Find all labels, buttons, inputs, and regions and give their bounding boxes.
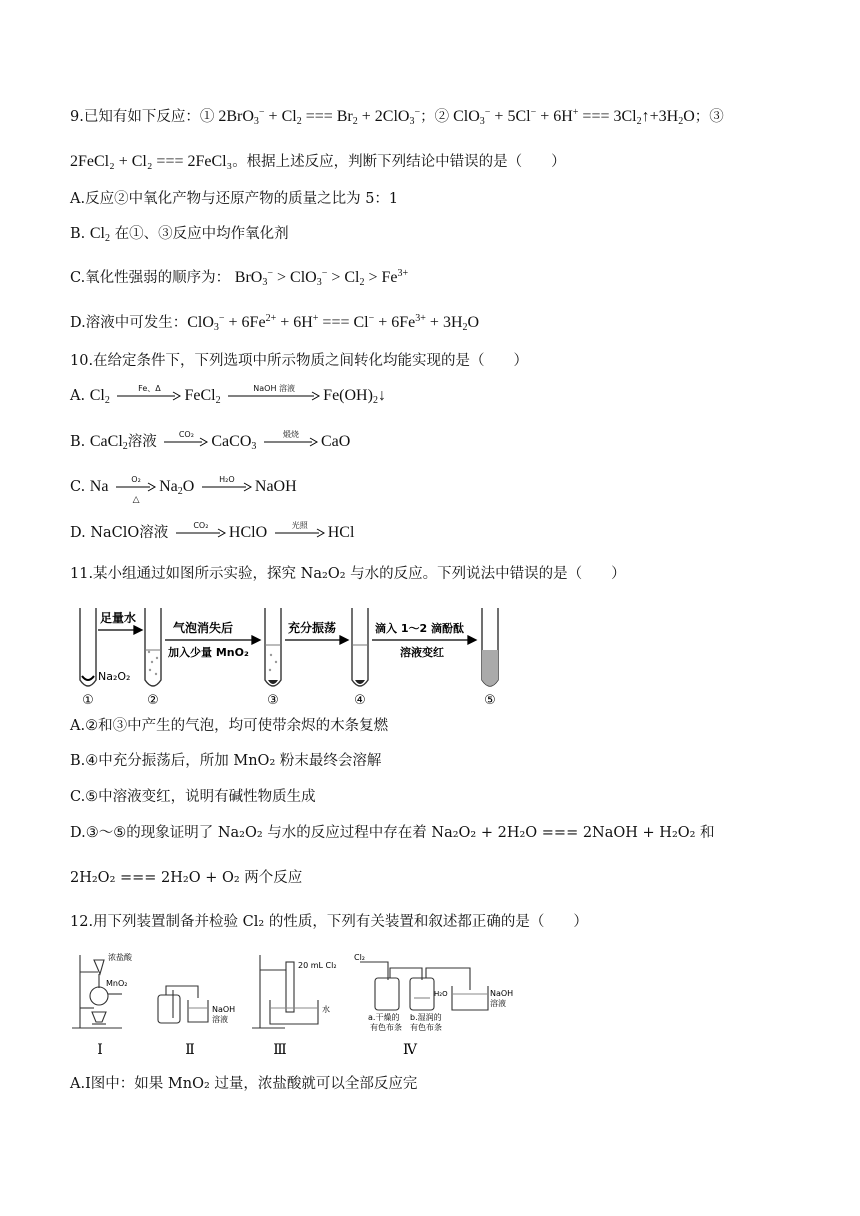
q9-line2: 2FeCl₂ + Cl₂ === 2FeCl₃。根据上述反应，判断下列结论中错误的是（ ） <box>70 153 566 170</box>
q11-experiment-figure <box>70 600 520 710</box>
q9-option-a: A.反应②中氧化产物与还原产物的质量之比为 5：1 <box>70 191 399 207</box>
tube-label: ③ <box>267 693 279 708</box>
q11-reagent-label: Na₂O₂ <box>98 670 131 683</box>
q9-option-c: C.氧化性强弱的顺序为： $BrO_3^- > ClO_3^- > Cl_2 > Fe^{3+}$ <box>70 268 409 288</box>
q11-option-a: A.②和③中产生的气泡，均可使带余烬的木条复燃 <box>70 718 389 734</box>
q11-option-c: C.⑤中溶液变红，说明有碱性物质生成 <box>70 789 316 805</box>
q9-option-b: B. $Cl_2$ 在①、③反应中均作氧化剂 <box>70 225 289 244</box>
apparatus-label: Ⅰ <box>97 1042 103 1058</box>
svg-text:a.干燥的: a.干燥的 <box>368 1013 400 1022</box>
q11-option-b: B.④中充分振荡后，所加 MnO₂ 粉末最终会溶解 <box>70 753 382 769</box>
arrow: CO₂ <box>176 526 226 540</box>
q10-option-a: A. $Cl_2$ Fe、Δ FeCl$_2$ NaOH 溶液 $Fe(OH)_2↓$ <box>70 384 386 406</box>
svg-text:溶液: 溶液 <box>212 1015 228 1024</box>
tube-label: ④ <box>354 693 366 708</box>
svg-text:浓盐酸: 浓盐酸 <box>108 953 132 962</box>
arrow: 煅烧 <box>264 435 318 449</box>
svg-text:水: 水 <box>322 1005 330 1014</box>
svg-text:H₂O: H₂O <box>434 990 448 998</box>
svg-text:b.湿润的: b.湿润的 <box>410 1013 442 1022</box>
arrow: Fe、Δ <box>117 389 181 403</box>
q10-option-c: C. Na O₂ △ $Na_2O$ H₂O NaOH <box>70 475 297 505</box>
q10-option-d: D. NaClO溶液 CO₂ HClO 光照 HCl <box>70 521 355 541</box>
arrow: O₂ △ <box>116 480 156 494</box>
q11-step4-top-label: 滴入 1～2 滴酚酞 <box>375 622 464 635</box>
q9-line1: 9.已知有如下反应：① $2BrO_3^- + Cl_2$ === $Br_2 + 2ClO_3^-$；② ClO$_3$− + 5Cl− + 6H+ === $3Cl_2↑+3H_2O$；③ <box>70 107 724 127</box>
arrow: NaOH 溶液 <box>228 389 320 403</box>
apparatus-label: Ⅲ <box>273 1042 287 1058</box>
q12-stem: 12.用下列装置制备并检验 Cl₂ 的性质，下列有关装置和叙述都正确的是（ ） <box>70 914 588 930</box>
svg-text:有色布条: 有色布条 <box>370 1023 402 1032</box>
q11-step3-label: 充分振荡 <box>288 621 337 635</box>
q11-step4-bottom-label: 溶液变红 <box>400 646 444 659</box>
svg-text:溶液: 溶液 <box>490 999 506 1008</box>
q11-stem: 11.某小组通过如图所示实验，探究 Na₂O₂ 与水的反应。下列说法中错误的是（ ） <box>70 566 626 582</box>
svg-text:Cl₂: Cl₂ <box>354 953 366 962</box>
q11-option-d-line2: 2H₂O₂ === 2H₂O + O₂ 两个反应 <box>70 870 303 886</box>
apparatus-label: Ⅳ <box>403 1042 417 1058</box>
svg-text:MnO₂: MnO₂ <box>106 979 128 988</box>
q9-eq3: 2FeCl₂ + Cl₂ === 2FeCl₃ <box>70 153 233 170</box>
q10-option-b: B. CaCl$_2$溶液 CO₂ CaCO$_3$ 煅烧 CaO <box>70 430 351 452</box>
apparatus-label: Ⅱ <box>185 1042 195 1058</box>
svg-text:有色布条: 有色布条 <box>410 1023 442 1032</box>
q11-step2-top-label: 气泡消失后 <box>173 621 234 635</box>
q12-option-a: A.Ⅰ图中：如果 MnO₂ 过量，浓盐酸就可以全部反应完 <box>70 1076 418 1092</box>
svg-text:NaOH: NaOH <box>212 1005 236 1014</box>
arrow: H₂O <box>202 480 252 494</box>
q9-option-d: D.溶液中可发生：$ClO_3^- + 6Fe^{2+} + 6H^+$ === $Cl^- + 6Fe^{3+} + 3H_2O$ <box>70 313 480 333</box>
tube-label: ① <box>82 693 94 708</box>
q12-apparatus-figure <box>70 950 550 1060</box>
q10-stem: 10.在给定条件下，下列选项中所示物质之间转化均能实现的是（ ） <box>70 353 529 369</box>
svg-text:20 mL Cl₂: 20 mL Cl₂ <box>298 961 337 970</box>
arrow: 光照 <box>275 526 325 540</box>
arrow: CO₂ <box>164 435 208 449</box>
tube-label: ② <box>147 693 159 708</box>
tube-label: ⑤ <box>484 693 496 708</box>
q11-step1-label: 足量水 <box>100 611 137 625</box>
svg-text:NaOH: NaOH <box>490 989 514 998</box>
q11-step2-bottom-label: 加入少量 MnO₂ <box>168 646 249 659</box>
q11-option-d-line1: D.③～⑤的现象证明了 Na₂O₂ 与水的反应过程中存在着 Na₂O₂ + 2H₂O === 2NaOH + H₂O₂ 和 <box>70 825 715 841</box>
